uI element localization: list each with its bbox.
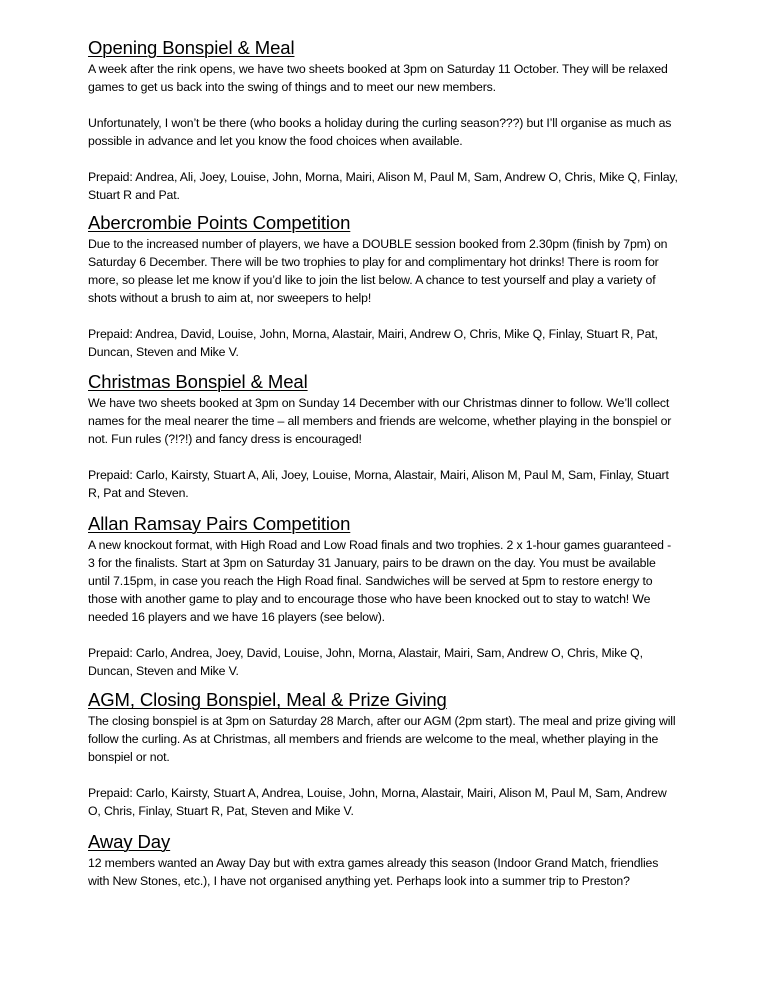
text-line: names for the meal nearer the time – all members and friends are welcome, whether playing in the bonspiel or bbox=[88, 414, 672, 428]
text-line: Duncan, Steven and Mike V. bbox=[88, 345, 239, 359]
text-line: 3 for the finalists. Start at 3pm on Saturday 31 January, pairs to be drawn on the day. You must be available bbox=[88, 556, 656, 570]
text-line: 12 members wanted an Away Day but with extra games already this season (Indoor Grand Match, friendlies bbox=[88, 856, 659, 870]
section-agm-closing-bonspiel bbox=[88, 688, 728, 820]
text-line: O, Chris, Finlay, Stuart R, Pat, Steven and Mike V. bbox=[88, 804, 354, 818]
text-line: Prepaid: Andrea, Ali, Joey, Louise, John, Morna, Mairi, Alison M, Paul M, Sam, Andrew O, Chris, Mike Q, Finlay, bbox=[88, 170, 678, 184]
text-line: Prepaid: Carlo, Andrea, Joey, David, Louise, John, Morna, Alastair, Mairi, Sam, Andrew O, Chris, Mike Q, bbox=[88, 646, 643, 660]
text-line: A new knockout format, with High Road and Low Road finals and two trophies. 2 x 1-hour games guaranteed - bbox=[88, 538, 672, 552]
text-line: We have two sheets booked at 3pm on Sunday 14 December with our Christmas dinner to follow. We’ll collect bbox=[88, 396, 670, 410]
text-line: Prepaid: Andrea, David, Louise, John, Morna, Alastair, Mairi, Andrew O, Chris, Mike Q, Finlay, Stuart R, Pat, bbox=[88, 327, 658, 341]
section-heading: Away Day bbox=[88, 831, 171, 852]
text-line: Unfortunately, I won’t be there (who books a holiday during the curling season???) but I’ll organise as much as bbox=[88, 116, 672, 130]
text-line: until 7.15pm, in case you reach the High Road final. Sandwiches will be served at 5pm to restore energy to bbox=[88, 574, 653, 588]
text-line: games to get us back into the swing of things and to meet our new members. bbox=[88, 80, 496, 94]
section-paragraph bbox=[88, 536, 728, 626]
text-line: Due to the increased number of players, we have a DOUBLE session booked from 2.30pm (finish by 7pm) on bbox=[88, 237, 668, 251]
text-line: follow the curling. As at Christmas, all members and friends are welcome to the meal, whether playing in the bbox=[88, 732, 659, 746]
text-line: A week after the rink opens, we have two sheets booked at 3pm on Saturday 11 October. They will be relaxed bbox=[88, 62, 668, 76]
section-heading: AGM, Closing Bonspiel, Meal & Prize Giving bbox=[88, 689, 447, 710]
text-line: shots without a brush to aim at, nor sweepers to help! bbox=[88, 291, 372, 305]
section-paragraph bbox=[88, 114, 728, 150]
section-paragraph bbox=[88, 394, 728, 448]
section-paragraph bbox=[88, 712, 728, 766]
prepaid-list bbox=[88, 784, 728, 820]
section-paragraph bbox=[88, 235, 728, 307]
section-away-day bbox=[88, 830, 728, 890]
text-line: needed 16 players and we have 16 players (see below). bbox=[88, 610, 385, 624]
prepaid-list bbox=[88, 325, 728, 361]
section-opening-bonspiel bbox=[88, 36, 728, 204]
text-line: Prepaid: Carlo, Kairsty, Stuart A, Ali, Joey, Louise, Morna, Alastair, Mairi, Alison M, Paul M, Sam, Finlay, Stuart bbox=[88, 468, 669, 482]
section-abercrombie-points bbox=[88, 211, 728, 361]
text-line: not. Fun rules (?!?!) and fancy dress is encouraged! bbox=[88, 432, 362, 446]
prepaid-list bbox=[88, 168, 728, 204]
section-heading: Abercrombie Points Competition bbox=[88, 212, 351, 233]
prepaid-list bbox=[88, 644, 728, 680]
text-line: possible in advance and let you know the food choices when available. bbox=[88, 134, 463, 148]
section-allan-ramsay-pairs bbox=[88, 512, 728, 680]
text-line: with New Stones, etc.), I have not organised anything yet. Perhaps look into a summer trip to Preston? bbox=[88, 874, 630, 888]
text-line: The closing bonspiel is at 3pm on Saturday 28 March, after our AGM (2pm start). The meal and prize giving will bbox=[88, 714, 676, 728]
text-line: Stuart R and Pat. bbox=[88, 188, 180, 202]
text-line: those with another game to play and to encourage those who have been knocked out to stay to watch! We bbox=[88, 592, 651, 606]
text-line: R, Pat and Steven. bbox=[88, 486, 189, 500]
text-line: more, so please let me know if you’d like to join the list below. A chance to test yourself and play a variety of bbox=[88, 273, 656, 287]
text-line: Saturday 6 December. There will be two trophies to play for and complimentary hot drinks! There is room for bbox=[88, 255, 659, 269]
section-paragraph bbox=[88, 854, 728, 890]
prepaid-list bbox=[88, 466, 728, 502]
section-heading: Allan Ramsay Pairs Competition bbox=[88, 513, 351, 534]
text-line: Prepaid: Carlo, Kairsty, Stuart A, Andrea, Louise, John, Morna, Alastair, Mairi, Alison M, Paul M, Sam, Andrew bbox=[88, 786, 667, 800]
section-christmas-bonspiel bbox=[88, 370, 728, 502]
section-heading: Christmas Bonspiel & Meal bbox=[88, 371, 308, 392]
section-paragraph bbox=[88, 60, 728, 96]
text-line: Duncan, Steven and Mike V. bbox=[88, 664, 239, 678]
text-line: bonspiel or not. bbox=[88, 750, 170, 764]
section-heading: Opening Bonspiel & Meal bbox=[88, 37, 295, 58]
